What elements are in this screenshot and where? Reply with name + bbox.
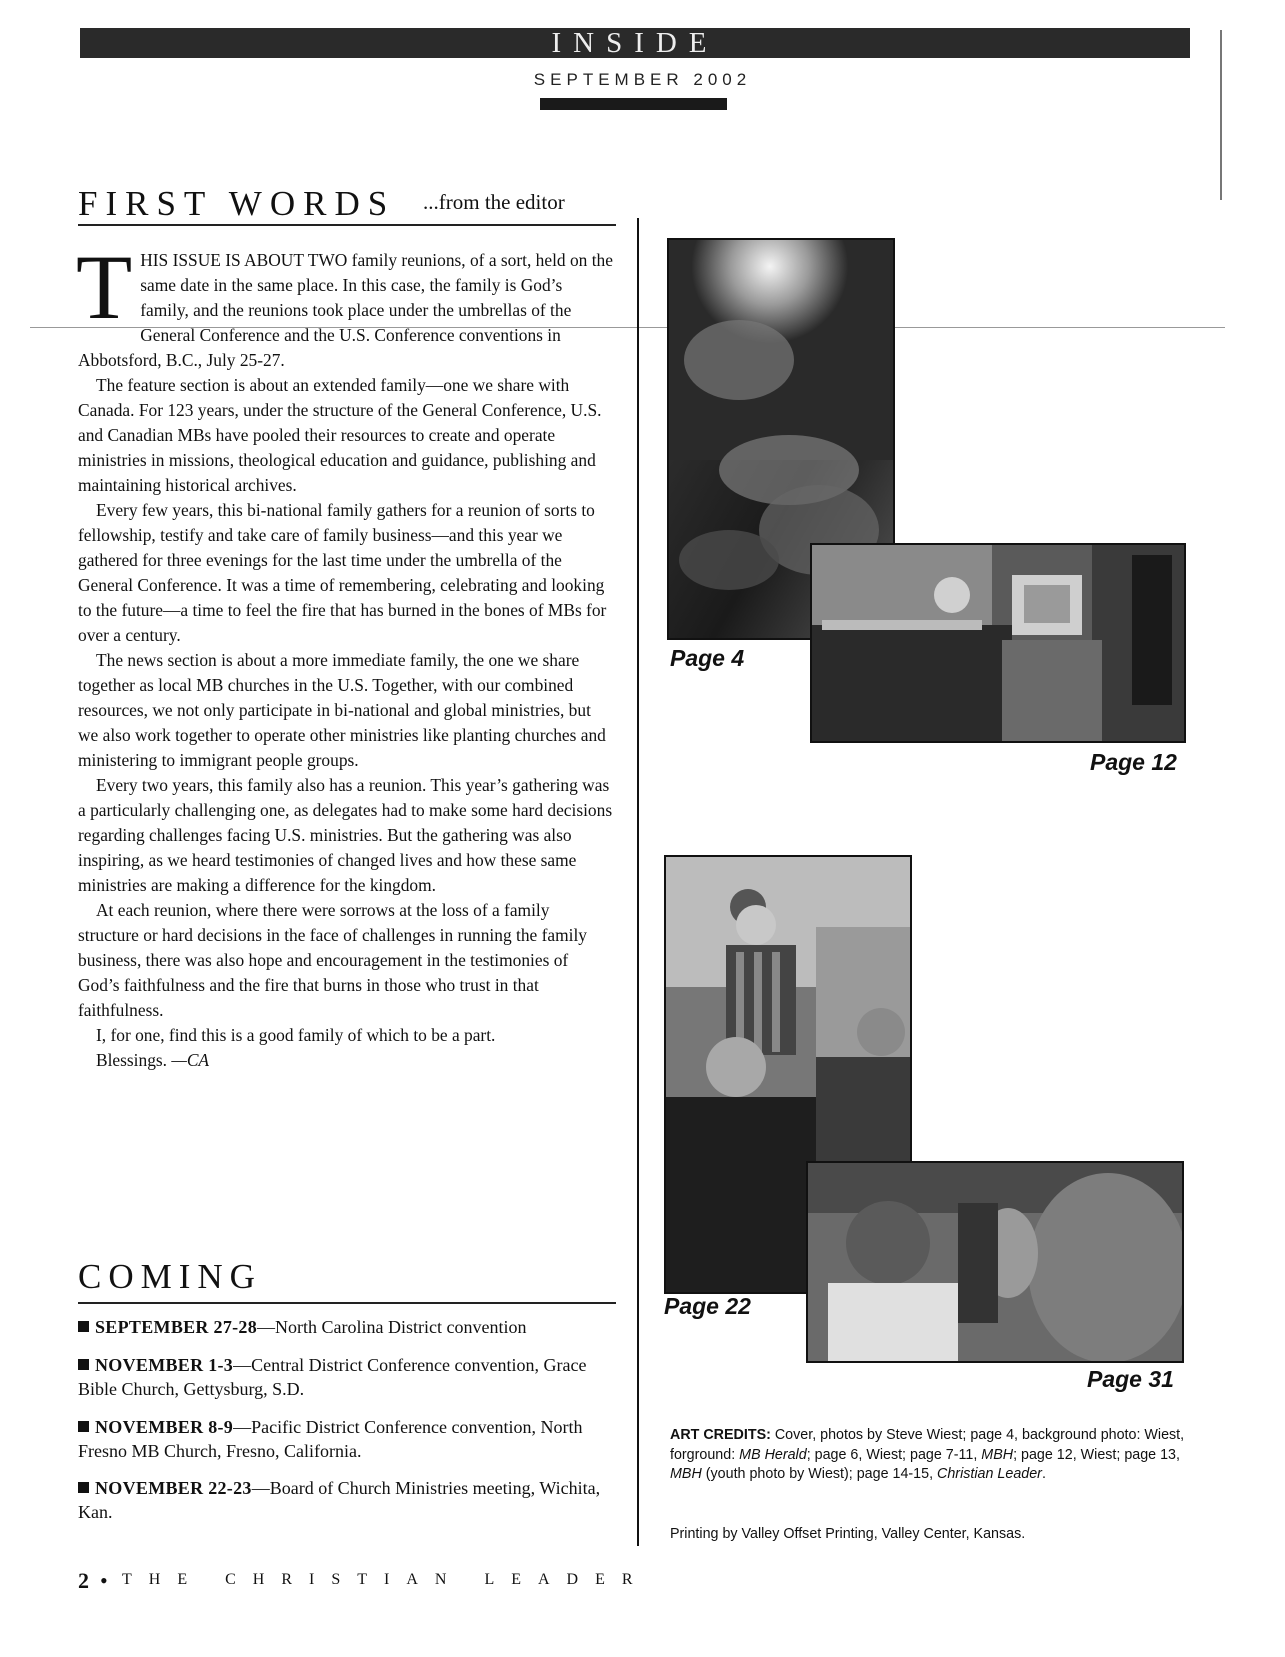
coming-heading: COMING	[78, 1257, 262, 1296]
drop-cap: T	[76, 236, 133, 338]
editorial-body	[76, 236, 613, 1073]
editor-initials: —CA	[171, 1050, 210, 1070]
square-bullet-icon	[78, 1482, 89, 1493]
first-words-subheading: ...from the editor	[423, 190, 565, 214]
photo-office-image	[812, 545, 1184, 741]
credits-text: MB Herald	[739, 1446, 807, 1463]
heading-rule	[78, 224, 616, 226]
photo-page-12	[810, 543, 1186, 743]
credits-text: .	[1041, 1466, 1046, 1482]
credits-text: ; page 6, Wiest; page 7-11,	[806, 1446, 982, 1463]
editorial-paragraph: Every two years, this family also has a reunion. This year’s gathering was a particularly challenging one, as delegates had to make some hard decisions regarding challenges facing U.S. ministries. But the gathering was also inspiring, as we heard testimonies of changed lives and how these same ministries are making a difference for the kingdom.	[78, 775, 613, 895]
credits-text: (youth photo by Wiest); page 14-15,	[701, 1466, 938, 1482]
editorial-paragraph	[76, 236, 613, 373]
credits-text: MBH	[981, 1446, 1014, 1463]
folio-bullet: •	[100, 1568, 108, 1593]
caption-page-12: Page 12	[1090, 749, 1177, 775]
credits-text: ; page 12, Wiest; page 13,	[1013, 1446, 1180, 1463]
credits-text: Christian Leader	[937, 1466, 1042, 1482]
square-bullet-icon	[78, 1321, 89, 1332]
editorial-paragraph: The news section is about a more immediate family, the one we share together as local MB churches in the U.S. Together, with our combined resources, we not only participate in bi-national and global ministries, but we also work together to operate other ministries like planting churches and ministering to immigrant people groups.	[78, 650, 606, 770]
issue-date: SEPTEMBER 2002	[533, 70, 752, 89]
event-item	[78, 1415, 613, 1463]
caption-page-31: Page 31	[1087, 1366, 1174, 1392]
event-description: —Central District Conference convention, Grace Bible Church, Gettysburg, S.D.	[78, 1355, 587, 1399]
date-underline-bar	[540, 98, 727, 110]
sign-off-text: Blessings.	[96, 1050, 172, 1070]
credits-text: MBH	[670, 1466, 702, 1482]
paragraph-text: family reunions, of a sort, held on the same date in the same place. In this case, the family is God’s family, and the reunions took place under the umbrellas of the General Conference and the U.S. Conference conventions in Abbotsford, B.C., July 25-27.	[78, 250, 613, 370]
event-date: SEPTEMBER 27-28	[95, 1317, 258, 1337]
event-item	[78, 1353, 613, 1401]
event-date: NOVEMBER 22-23	[95, 1478, 252, 1498]
event-date: NOVEMBER 1-3	[95, 1355, 234, 1375]
square-bullet-icon	[78, 1359, 89, 1370]
event-item	[78, 1315, 613, 1339]
event-description: —Pacific District Conference convention, North Fresno MB Church, Fresno, California.	[78, 1417, 583, 1461]
event-description: —North Carolina District convention	[257, 1317, 527, 1337]
editorial-paragraph: I, for one, find this is a good family of which to be a part.	[96, 1025, 496, 1045]
photo-page-31	[806, 1161, 1184, 1363]
art-credits	[670, 1426, 1190, 1485]
event-date: NOVEMBER 8-9	[95, 1417, 234, 1437]
first-words-heading: FIRST WORDS	[78, 184, 396, 223]
sign-off	[78, 1048, 613, 1073]
lead-in-caps: HIS ISSUE IS ABOUT TWO	[140, 250, 348, 270]
art-credits-label: ART CREDITS:	[670, 1427, 771, 1443]
printing-credit: Printing by Valley Offset Printing, Valley Center, Kansas.	[670, 1526, 1026, 1542]
photo-children-image	[808, 1163, 1182, 1361]
credits-text: Cover, photos by Steve Wiest; page 4, background photo: Wiest, forground:	[670, 1427, 1185, 1463]
column-divider	[637, 218, 639, 1546]
event-description: —Board of Church Ministries meeting, Wichita, Kan.	[78, 1478, 601, 1522]
heading-rule	[78, 1302, 616, 1304]
publication-name: THE CHRISTIAN LEADER	[122, 1571, 650, 1588]
square-bullet-icon	[78, 1421, 89, 1432]
editorial-paragraph: At each reunion, where there were sorrows at the loss of a family structure or hard decisions in the face of challenges in running the family business, there was also hope and encouragement in the testimonies of God’s faithfulness and the fire that burns in those who trust in that faithfulness.	[78, 900, 587, 1020]
inside-banner: INSIDE	[80, 28, 1190, 58]
editorial-paragraph: The feature section is about an extended family—one we share with Canada. For 123 years, under the structure of the General Conference, U.S. and Canadian MBs have pooled their resources to create and operate ministries in missions, theological education and guidance, publishing and maintaining historical archives.	[78, 375, 602, 495]
page-number: 2	[78, 1568, 89, 1593]
edge-line	[1220, 30, 1222, 200]
caption-page-22: Page 22	[664, 1293, 751, 1319]
editorial-paragraph: Every few years, this bi-national family gathers for a reunion of sorts to fellowship, testify and take care of family business—and this year we gathered for three evenings for the last time under the umbrella of the General Conference. It was a time of remembering, celebrating and looking to the future—a time to feel the fire that has burned in the bones of MBs for over a century.	[78, 500, 607, 645]
caption-page-4: Page 4	[670, 645, 745, 671]
event-item	[78, 1476, 613, 1524]
